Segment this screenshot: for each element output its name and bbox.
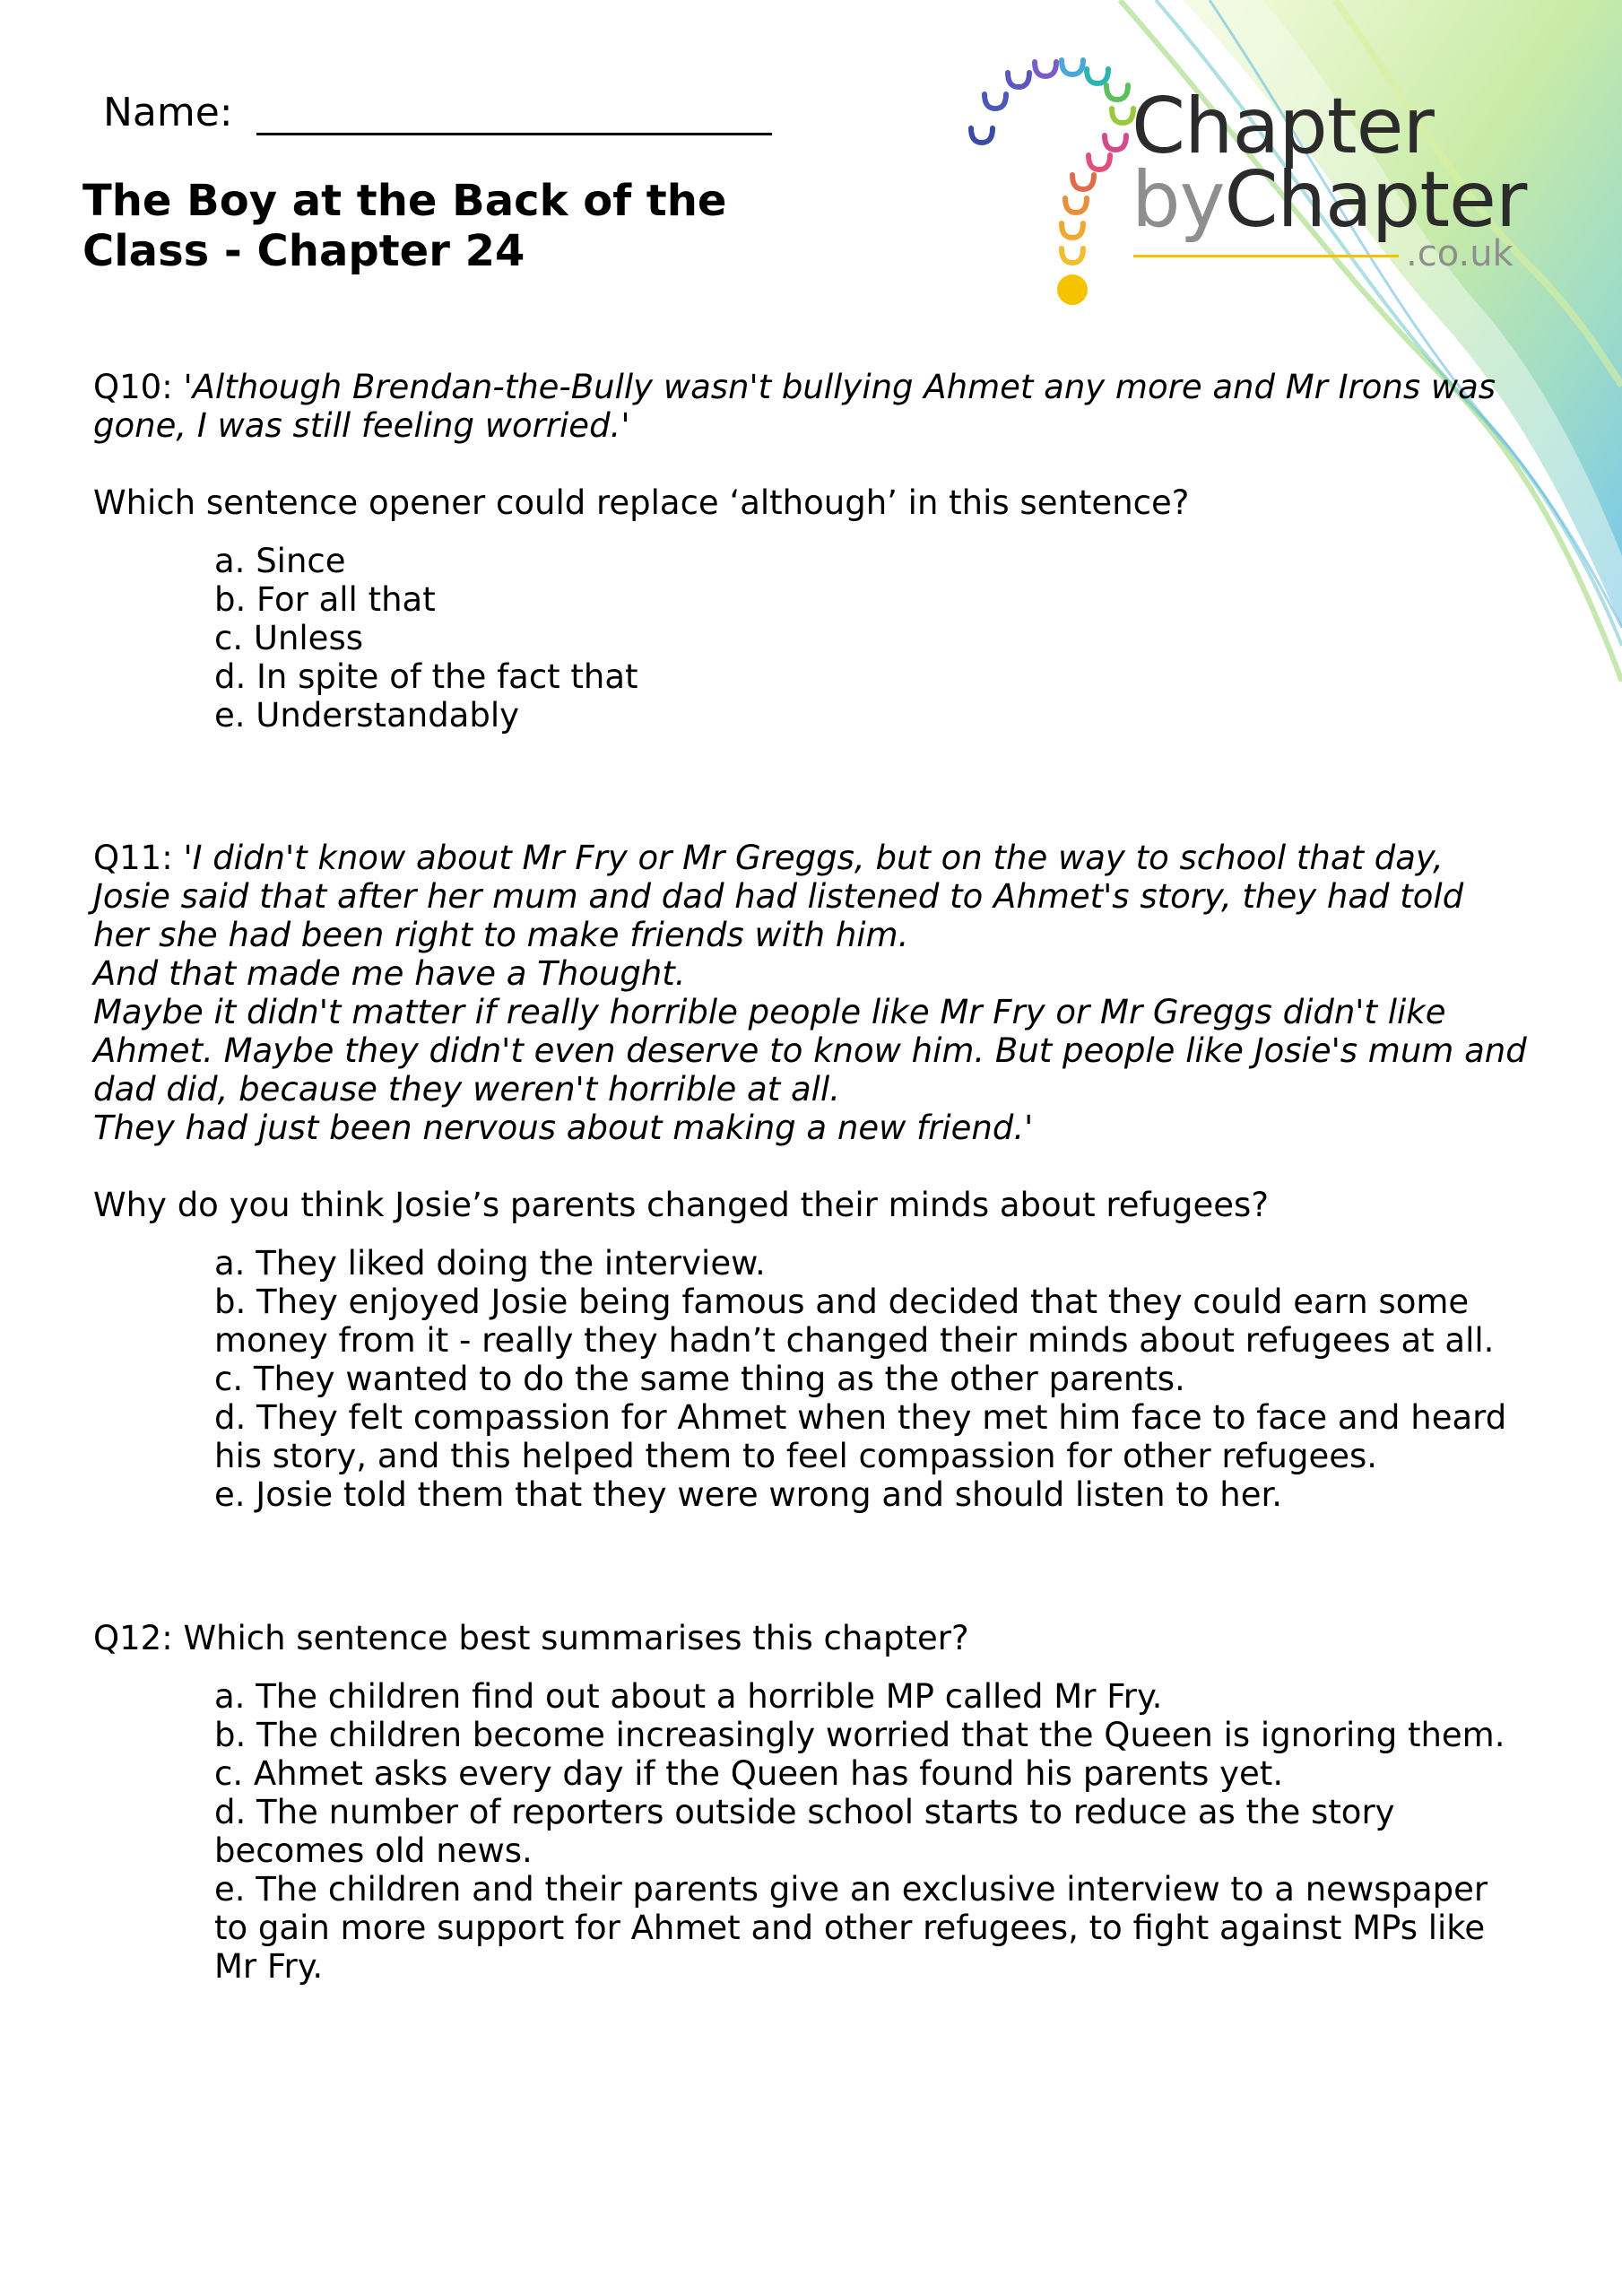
name-blank-line[interactable] — [256, 90, 772, 135]
logo-line-2 — [1132, 155, 1553, 245]
answer-option[interactable]: d. The number of reporters outside school starts to reduce as the story becomes old news. — [214, 1793, 1395, 1870]
question-stem — [93, 1619, 1528, 1657]
answer-option[interactable]: a. They liked doing the interview. — [214, 1244, 766, 1283]
answer-option[interactable]: d. In spite of the fact that — [214, 657, 638, 696]
question-prompt: Which sentence best summarises this chapter? — [183, 1619, 969, 1657]
answer-option[interactable]: e. Understandably — [214, 696, 520, 735]
question-label: Q12: — [93, 1619, 173, 1657]
worksheet-title: The Boy at the Back of the Class - Chapter 24 — [82, 176, 727, 276]
answer-option[interactable]: e. The children and their parents give an exclusive interview to a newspaper to gain more support for Ahmet and other refugees, to fight against MPs like Mr Fry. — [214, 1870, 1488, 1986]
answer-option[interactable]: c. They wanted to do the same thing as the other parents. — [214, 1360, 1185, 1398]
logo-wordmark — [1132, 82, 1553, 274]
logo-by: by — [1132, 155, 1225, 245]
logo-domain: .co.uk — [1406, 233, 1514, 274]
question-prompt: Which sentence opener could replace ‘although’ in this sentence? — [93, 483, 1190, 522]
answer-options — [214, 1244, 1528, 1514]
answer-option[interactable]: c. Ahmet asks every day if the Queen has found his parents yet. — [214, 1754, 1284, 1793]
question-quote-line: They had just been nervous about making a new friend.' — [93, 1109, 1034, 1147]
question-label: Q10: — [93, 368, 173, 406]
logo-underline — [1133, 255, 1399, 257]
question-quote-line: And that made me have a Thought. — [93, 954, 686, 993]
question-q10 — [93, 368, 1528, 735]
answer-option[interactable]: b. The children become increasingly worried that the Queen is ignoring them. — [214, 1716, 1505, 1754]
question-quote-line: 'I didn't know about Mr Fry or Mr Greggs, but on the way to school that day, Josie said that after her mum and dad had listened to Ahmet's story, they had told her she had been right to make friends with him. — [93, 839, 1464, 954]
answer-option[interactable]: a. The children find out about a horrible MP called Mr Fry. — [214, 1677, 1163, 1716]
question-quote: 'Although Brendan-the-Bully wasn't bullying Ahmet any more and Mr Irons was gone, I was still feeling worried.' — [93, 368, 1496, 445]
answer-option[interactable]: b. They enjoyed Josie being famous and decided that they could earn some money from it - really they hadn’t changed their minds about refugees at all. — [214, 1283, 1495, 1360]
question-q12 — [93, 1619, 1528, 1986]
question-q11 — [93, 839, 1528, 1514]
name-field-row — [103, 90, 772, 135]
answer-option[interactable]: c. Unless — [214, 619, 363, 657]
question-stem — [93, 368, 1528, 445]
question-prompt: Why do you think Josie’s parents changed their minds about refugees? — [93, 1186, 1269, 1224]
answer-options — [214, 542, 1528, 735]
question-stem — [93, 839, 1528, 954]
question-label: Q11: — [93, 839, 173, 877]
logo-chapter: Chapter — [1224, 155, 1527, 245]
answer-option[interactable]: b. For all that — [214, 580, 436, 619]
answer-option[interactable]: a. Since — [214, 542, 346, 580]
answer-option[interactable]: d. They felt compassion for Ahmet when they met him face to face and heard his story, and this helped them to feel compassion for other refugees. — [214, 1398, 1507, 1475]
answer-option[interactable]: e. Josie told them that they were wrong and should listen to her. — [214, 1475, 1283, 1514]
question-quote-line: Maybe it didn't matter if really horrible people like Mr Fry or Mr Greggs didn't like Ahmet. Maybe they didn't even deserve to know him. But people like Josie's mum and dad did, because they weren't horrible at all. — [93, 993, 1527, 1109]
logo-line-1: Chapter — [1132, 82, 1434, 171]
answer-options — [214, 1677, 1528, 1986]
name-label: Name: — [103, 90, 233, 135]
